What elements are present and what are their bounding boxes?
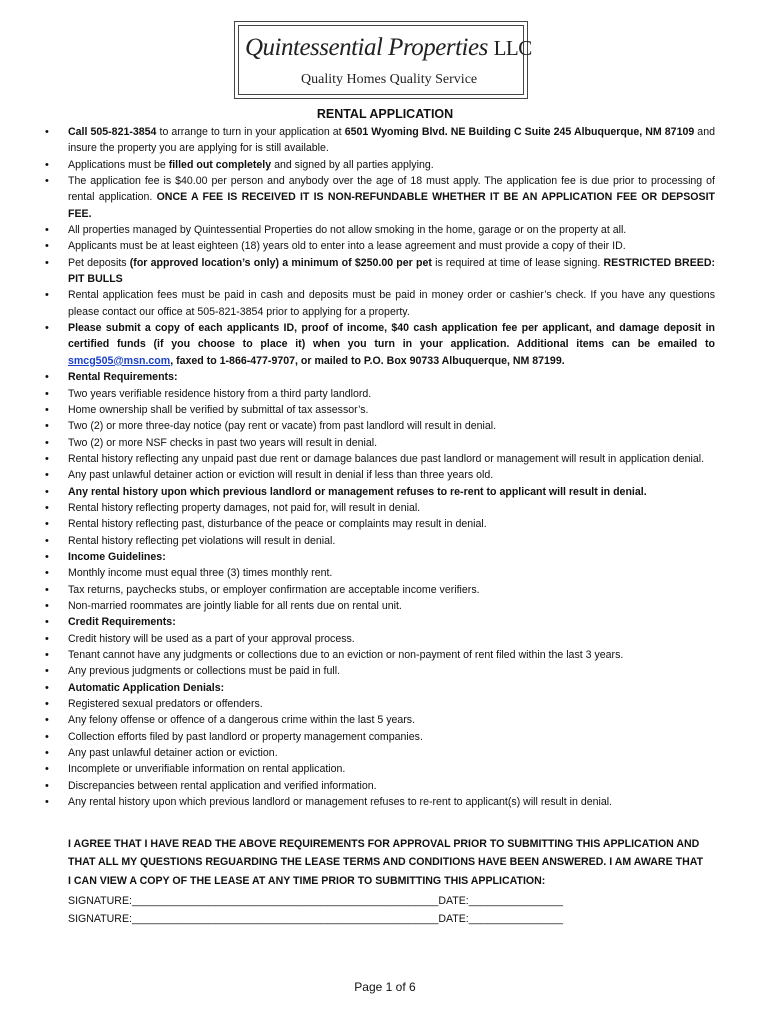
list-item-text: Any past unlawful detainer action or eviction will result in denial if less than three years old. — [68, 469, 494, 482]
list-item — [0, 712, 770, 728]
list-item-text: RESTRICTED BREED: PIT BULLS — [68, 256, 716, 286]
list-item-text: Tenant cannot have any judgments or collections due to an eviction or non-payment of rent filed within the last 3 years. — [68, 649, 624, 661]
list-item-text: Pet deposits — [68, 256, 130, 269]
list-item-text: 6501 Wyoming Blvd. NE Building C Suite 245 Albuquerque, NM 87109 — [344, 126, 695, 138]
signature-line-1[interactable]: SIGNATURE:____________________________________________________DATE:________________ — [68, 895, 564, 907]
list-item — [0, 663, 770, 679]
list-item-text: Call 505-821-3854 — [68, 126, 157, 138]
list-item — [0, 598, 770, 614]
list-item — [0, 222, 770, 238]
list-item-text: is required at time of lease signing. — [431, 256, 604, 269]
list-item — [0, 369, 770, 385]
list-item-text: Rental history reflecting property damages, not paid for, will result in denial. — [68, 501, 421, 514]
list-item-text: Rental Requirements: — [68, 371, 178, 384]
list-item — [0, 516, 770, 532]
list-item — [0, 451, 770, 467]
list-item-text: Income Guidelines: — [68, 550, 166, 563]
signature-line-2[interactable]: SIGNATURE:____________________________________________________DATE:________________ — [68, 913, 564, 925]
logo-suffix: LLC — [493, 36, 532, 60]
list-item — [0, 729, 770, 745]
list-item-text: Home ownership shall be verified by submittal of tax assessor’s. — [68, 403, 369, 416]
list-item — [0, 761, 770, 777]
requirements-list — [0, 124, 770, 810]
list-item-text: Tax returns, paychecks stubs, or employer confirmation are acceptable income verifiers. — [68, 583, 480, 596]
list-item — [0, 614, 770, 630]
logo-company-name — [245, 34, 532, 62]
list-item-text: Automatic Application Denials: — [68, 681, 225, 694]
list-item — [0, 533, 770, 549]
list-item-text: The application fee is $40.00 per person and anybody over the age of 18 must apply. The application fee is due prior to processing of rental application. — [68, 175, 715, 204]
list-item-text: Applicants must be at least eighteen (18) years old to enter into a lease agreement and must provide a copy of their ID. — [68, 240, 626, 253]
list-item-text: Two (2) or more NSF checks in past two years will result in denial. — [68, 436, 378, 449]
list-item — [0, 238, 770, 254]
list-item — [0, 778, 770, 794]
list-item-text: Non-married roommates are jointly liable for all rents due on rental unit. — [68, 599, 402, 612]
list-item-text: Collection efforts filed by past landlord or property management companies. — [68, 730, 423, 743]
list-item-text: Rental history reflecting any unpaid past due rent or damage balances due past landlord or management will result in application denial. — [68, 452, 705, 465]
list-item-text: (for approved location’s only) a minimum of $250.00 per pet — [129, 256, 432, 269]
list-item-text: Any rental history upon which previous landlord or management refuses to re-rent to applicant(s) will result in denial. — [68, 796, 613, 809]
page-number: Page 1 of 6 — [354, 980, 416, 994]
list-item — [0, 696, 770, 712]
list-item — [0, 565, 770, 581]
list-item-text: Credit Requirements: — [68, 616, 176, 629]
list-item — [0, 287, 770, 320]
list-item-text: Discrepancies between rental application and verified information. — [68, 779, 377, 792]
agreement-statement: I AGREE THAT I HAVE READ THE ABOVE REQUIREMENTS FOR APPROVAL PRIOR TO SUBMITTING THIS APPLICATION AND THAT ALL MY QUESTIONS REGUARDING THE LEASE TERMS AND CONDITIONS HAVE BEEN ANSWERED. I AM AWARE THAT I CAN VIEW A COPY OF THE LEASE AT ANY TIME PRIOR TO SUBMITTING THIS APPLICATION: — [68, 838, 704, 887]
list-item-text: Incomplete or unverifiable information on rental application. — [68, 763, 346, 776]
list-item-text: Any rental history upon which previous landlord or management refuses to re-rent to applicant will result in denial. — [68, 485, 647, 498]
list-item-text: Please submit a copy of each applicants ID, proof of income, $40 cash application fee per applicant, and damage deposit in certified funds (if you choose to place it) when you turn in your application. Additional items can be emailed to — [68, 322, 715, 351]
list-item-text: Rental history reflecting pet violations will result in denial. — [68, 534, 336, 547]
list-item — [0, 402, 770, 418]
list-item-text: ONCE A FEE IS RECEIVED IT IS NON-REFUNDABLE WHETHER IT BE AN APPLICATION FEE OR DEPSOSIT FEE. — [68, 191, 716, 220]
document-title: RENTAL APPLICATION — [316, 107, 454, 121]
list-item-text: Rental application fees must be paid in cash and deposits must be paid in money order or cashier’s check. If you have any questions please contact our office at 505-821-3854 prior to applying for a property. — [68, 289, 715, 318]
list-item-text: , faxed to 1-866-477-9707, or mailed to P.O. Box 90733 Albuquerque, NM 87199. — [170, 354, 565, 367]
list-item-text: Monthly income must equal three (3) times monthly rent. — [68, 567, 333, 580]
logo-name-text: Quintessential Properties — [245, 34, 488, 61]
list-item — [0, 435, 770, 451]
list-item-text: Any felony offense or offence of a dangerous crime within the last 5 years. — [68, 714, 416, 727]
email-link[interactable]: smcg505@msn.com — [68, 354, 171, 367]
company-logo — [234, 21, 532, 99]
list-item — [0, 157, 770, 173]
list-item — [0, 418, 770, 434]
list-item — [0, 745, 770, 761]
list-item — [0, 500, 770, 516]
list-item — [0, 794, 770, 810]
list-item-text: Registered sexual predators or offenders. — [68, 698, 263, 711]
list-item-text: Two years verifiable residence history from a third party landlord. — [68, 387, 372, 400]
list-item — [0, 680, 770, 696]
list-item — [0, 631, 770, 647]
list-item-text: Credit history will be used as a part of your approval process. — [68, 632, 355, 645]
list-item — [0, 386, 770, 402]
list-item-text: Any past unlawful detainer action or eviction. — [68, 747, 278, 760]
list-item — [0, 582, 770, 598]
list-item-text: Rental history reflecting past, disturbance of the peace or complaints may result in denial. — [68, 518, 487, 531]
list-item — [0, 124, 770, 157]
list-item-text: and signed by all parties applying. — [271, 158, 434, 171]
list-item-text: filled out completely — [168, 158, 272, 171]
list-item-text: Two (2) or more three-day notice (pay rent or vacate) from past landlord will result in denial. — [68, 420, 497, 433]
list-item — [0, 647, 770, 663]
list-item-text: and insure the property you are applying for is still available. — [68, 126, 715, 155]
list-item — [0, 320, 770, 369]
list-item — [0, 467, 770, 483]
list-item-text: All properties managed by Quintessential Properties do not allow smoking in the home, garage or on the property at all. — [68, 224, 627, 237]
list-item-text: Applications must be — [68, 158, 169, 171]
list-item-text: to arrange to turn in your application at — [156, 126, 345, 138]
logo-tagline: Quality Homes Quality Service — [301, 72, 478, 87]
list-item — [0, 173, 770, 222]
list-item — [0, 549, 770, 565]
list-item-text: Any previous judgments or collections must be paid in full. — [68, 665, 341, 678]
list-item — [0, 255, 770, 288]
list-item — [0, 484, 770, 500]
